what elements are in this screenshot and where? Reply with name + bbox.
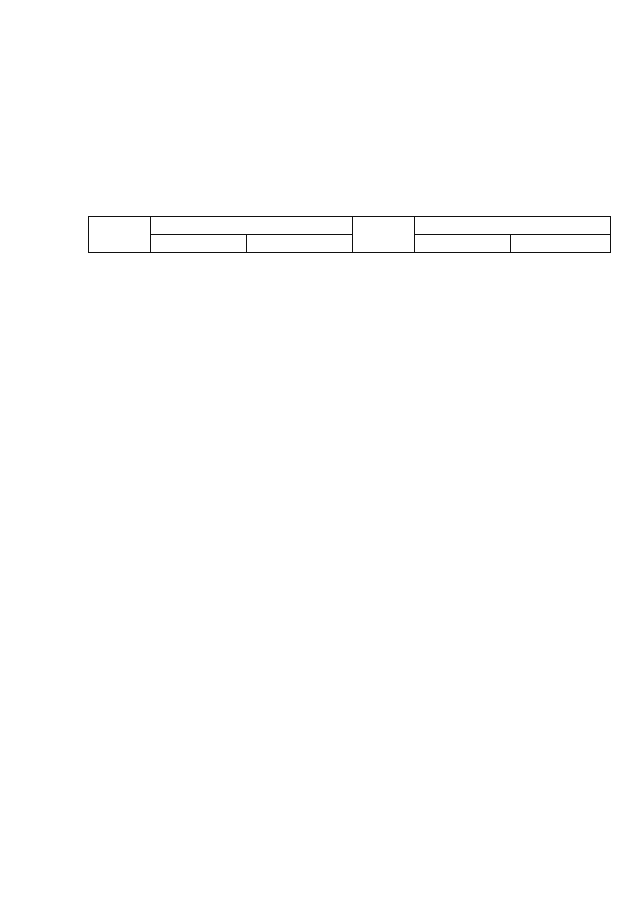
table-subheader-row <box>89 235 611 253</box>
coordinates-table <box>88 216 611 253</box>
header-point-label-2 <box>353 235 415 253</box>
header-point-number <box>89 217 151 235</box>
header-point-number-2 <box>353 217 415 235</box>
header-point-label <box>89 235 151 253</box>
table-header-row <box>89 217 611 235</box>
header-y-2 <box>511 235 611 253</box>
header-coordinates-2 <box>415 217 611 235</box>
header-y <box>247 235 353 253</box>
header-x <box>151 235 247 253</box>
header-coordinates <box>151 217 353 235</box>
header-x-2 <box>415 235 511 253</box>
